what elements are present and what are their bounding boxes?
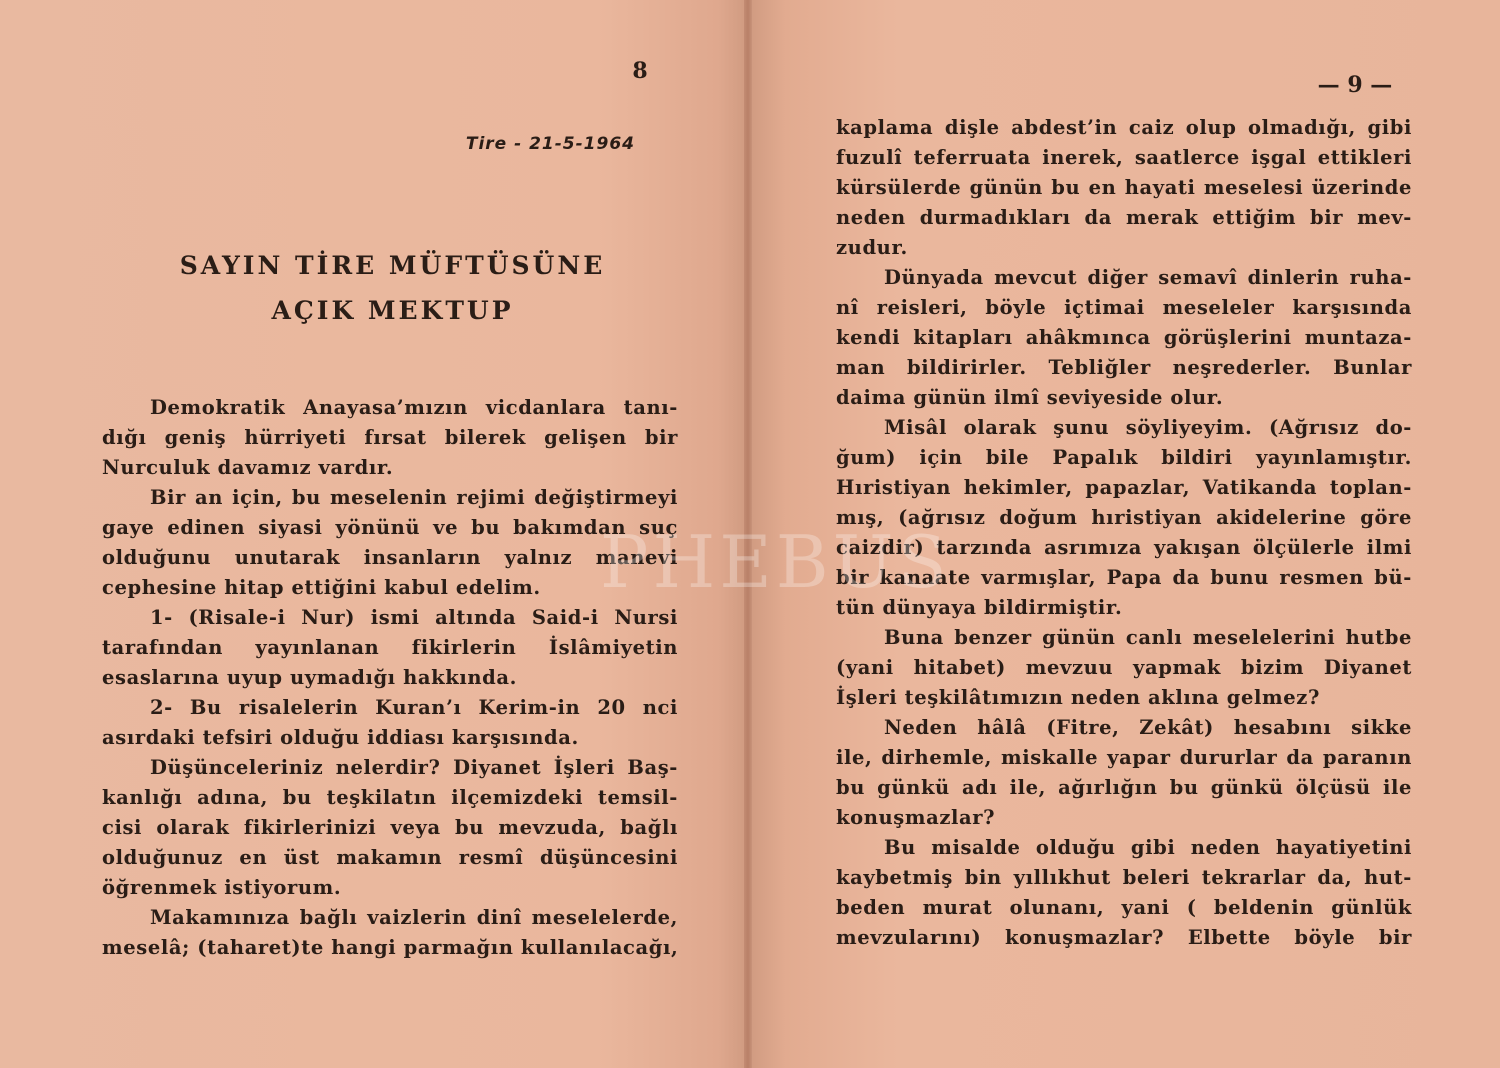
text-line: kanlığı adına, bu teşkilatın ilçemizdeki temsil- bbox=[102, 786, 678, 809]
book-gutter bbox=[744, 0, 752, 1068]
text-line: Nurculuk davamız vardır. bbox=[102, 456, 394, 479]
page-number-right: — 9 — bbox=[1317, 72, 1393, 98]
text-line: fuzulî teferruata inerek, saatlerce işgal ettikleri bbox=[836, 146, 1412, 169]
text-line: Demokratik Anayasa’mızın vicdanlara tanı- bbox=[150, 396, 678, 419]
text-line: Düşünceleriniz nelerdir? Diyanet İşleri Baş- bbox=[150, 756, 678, 779]
text-line: olduğunuz en üst makamın resmî düşüncesini bbox=[102, 846, 678, 869]
page-number-left: 8 bbox=[632, 58, 648, 84]
text-line: Bir an için, bu meselenin rejimi değiştirmeyi bbox=[150, 486, 678, 509]
text-line: tün dünyaya bildirmiştir. bbox=[836, 596, 1123, 619]
text-line: Dünyada mevcut diğer semavî dinlerin ruha- bbox=[884, 266, 1412, 289]
text-line: öğrenmek istiyorum. bbox=[102, 876, 342, 899]
text-line: Hıristiyan hekimler, papazlar, Vatikanda toplan- bbox=[836, 476, 1412, 499]
left-body-text bbox=[102, 393, 678, 963]
text-line: caizdir) tarzında asrımıza yakışan ölçülerle ilmi bbox=[836, 536, 1412, 559]
heading-line-1: SAYIN TİRE MÜFTÜSÜNE bbox=[179, 251, 606, 280]
text-line: mış, (ağrısız doğum hıristiyan akidelerine göre bbox=[836, 506, 1412, 529]
text-line: cephesine hitap ettiğini kabul edelim. bbox=[102, 576, 541, 599]
text-line: beden murat olunanı, yani ( beldenin günlük bbox=[836, 896, 1412, 919]
text-line: İşleri teşkilâtımızın neden aklına gelmez? bbox=[836, 686, 1320, 709]
text-line: kendi kitapları ahâkmınca görüşlerini muntaza- bbox=[836, 326, 1412, 349]
text-line: esaslarına uyup uymadığı hakkında. bbox=[102, 666, 517, 689]
text-line: 2- Bu risalelerin Kuran’ı Kerim-in 20 nci bbox=[150, 696, 678, 719]
watermark: PHEBUS bbox=[600, 520, 951, 604]
text-line: kaplama dişle abdest’in caiz olup olmadığı, gibi bbox=[836, 116, 1412, 139]
text-line: Buna benzer günün canlı meselelerini hutbe bbox=[884, 626, 1412, 649]
text-line: mevzularını) konuşmazlar? Elbette böyle bir bbox=[836, 926, 1412, 949]
text-line: meselâ; (taharet)te hangi parmağın kullanılacağı, bbox=[102, 936, 679, 959]
text-line: Makamınıza bağlı vaizlerin dinî meselelerde, bbox=[150, 906, 678, 929]
text-line: Neden hâlâ (Fitre, Zekât) hesabını sikke bbox=[884, 716, 1412, 739]
text-line: bu günkü adı ile, ağırlığın bu günkü ölçüsü ile bbox=[836, 776, 1412, 799]
text-line: dığı geniş hürriyeti fırsat bilerek gelişen bir bbox=[102, 426, 678, 449]
right-body-text bbox=[836, 113, 1412, 953]
heading-line-2: AÇIK MEKTUP bbox=[271, 296, 514, 325]
text-line: cisi olarak fikirlerinizi veya bu mevzuda, bağlı bbox=[102, 816, 678, 839]
dateline: Tire - 21-5-1964 bbox=[465, 134, 635, 154]
text-line: neden durmadıkları da merak ettiğim bir mev- bbox=[836, 206, 1412, 229]
text-line: (yani hitabet) mevzuu yapmak bizim Diyanet bbox=[836, 656, 1412, 679]
left-page bbox=[0, 0, 748, 1068]
text-line: Misâl olarak şunu söyliyeyim. (Ağrısız do- bbox=[884, 416, 1412, 439]
text-line: ile, dirhemle, miskalle yapar dururlar da paranın bbox=[836, 746, 1412, 769]
text-line: nî reisleri, böyle içtimai meseleler karşısında bbox=[836, 296, 1412, 319]
text-line: man bildirirler. Tebliğler neşrederler. Bunlar bbox=[836, 356, 1412, 379]
text-line: gaye edinen siyasi yönünü ve bu bakımdan suç bbox=[102, 516, 678, 539]
text-line: Bu misalde olduğu gibi neden hayatiyetini bbox=[884, 836, 1412, 859]
text-line: zudur. bbox=[836, 236, 908, 259]
text-line: bir kanaate varmışlar, Papa da bunu resmen bü- bbox=[836, 566, 1412, 589]
text-line: konuşmazlar? bbox=[836, 806, 996, 829]
text-line: ğum) için bile Papalık bildiri yayınlamıştır. bbox=[836, 446, 1412, 469]
text-line: kaybetmiş bin yıllıkhut beleri tekrarlar da, hut- bbox=[836, 866, 1412, 889]
text-line: olduğunu unutarak insanların yalnız manevi bbox=[102, 546, 678, 569]
text-line: asırdaki tefsiri olduğu iddiası karşısında. bbox=[102, 726, 579, 749]
text-line: 1- (Risale-i Nur) ismi altında Said-i Nursi bbox=[150, 606, 678, 629]
text-line: daima günün ilmî seviyeside olur. bbox=[836, 386, 1224, 409]
text-line: tarafından yayınlanan fikirlerin İslâmiyetin bbox=[102, 636, 678, 659]
text-line: kürsülerde günün bu en hayati meselesi üzerinde bbox=[836, 176, 1412, 199]
